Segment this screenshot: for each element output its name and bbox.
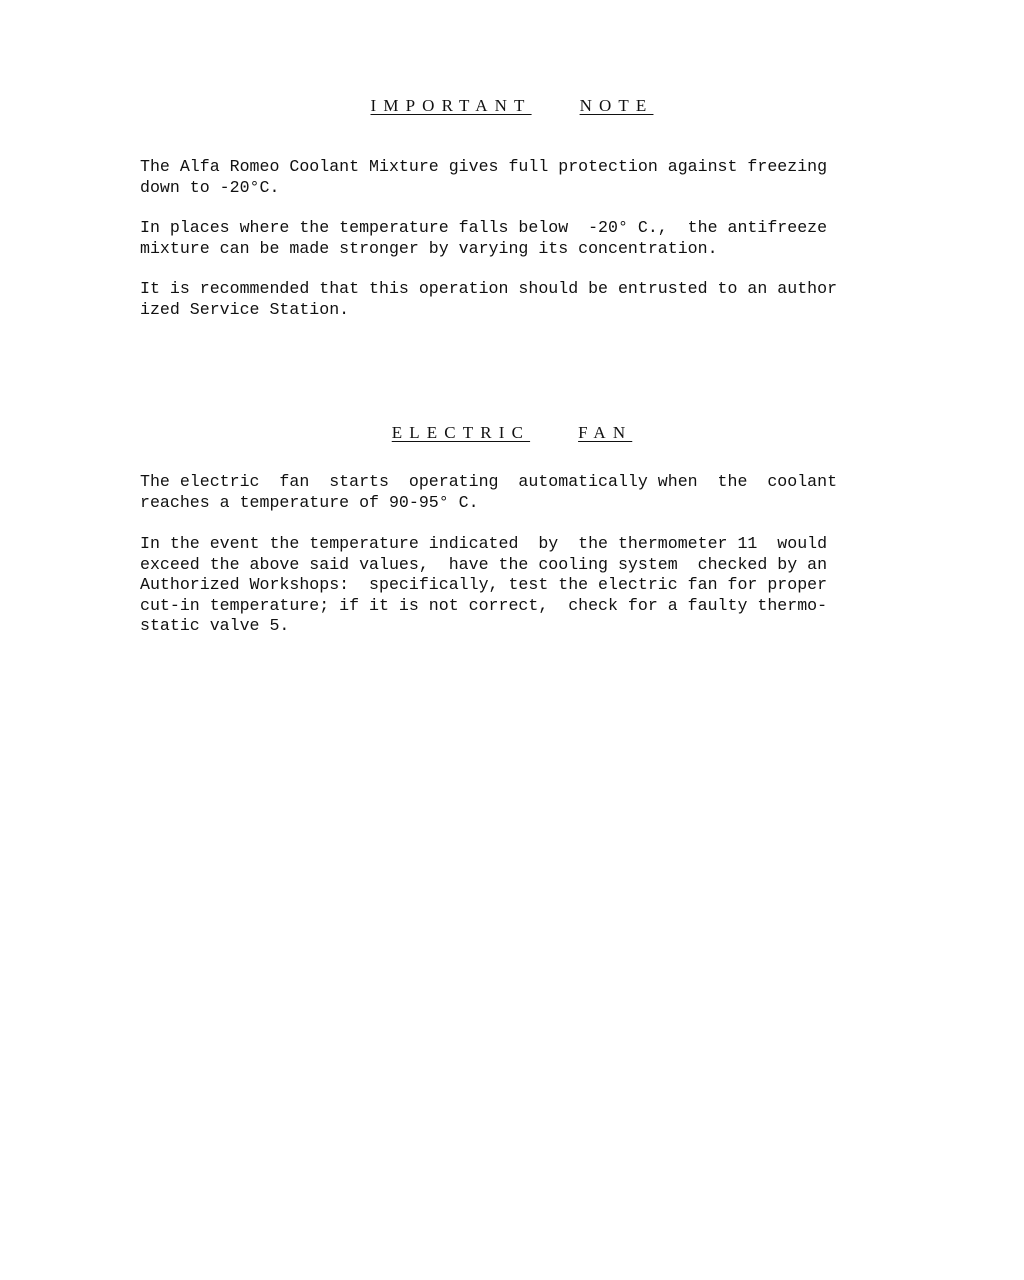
heading-word: NOTE	[579, 96, 654, 115]
text-line: It is recommended that this operation should be entrusted to an author	[140, 279, 838, 298]
text-line: cut-in temperature; if it is not correct, check for a faulty thermo-	[140, 595, 828, 615]
text-line: The electric fan starts operating automatically when the coolant	[140, 472, 838, 491]
text-line: ized Service Station.	[140, 299, 350, 319]
paragraph-stronger-mixture	[140, 218, 950, 259]
heading-word: ELECTRIC	[391, 423, 531, 442]
paragraph-fan-operation	[140, 472, 950, 513]
text-line: mixture can be made stronger by varying its concentration.	[140, 238, 718, 258]
paragraph-service-station	[140, 279, 950, 320]
text-line: down to -20°C.	[140, 177, 280, 197]
paragraph-coolant-protection	[140, 157, 950, 198]
text-line: In places where the temperature falls below -20° C., the antifreeze	[140, 218, 828, 237]
heading-word: IMPORTANT	[370, 96, 532, 115]
text-line: exceed the above said values, have the cooling system checked by an	[140, 554, 828, 574]
text-line: reaches a temperature of 90-95° C.	[140, 492, 479, 512]
text-line: static valve 5.	[140, 616, 290, 635]
electric-fan-heading	[0, 423, 1024, 443]
paragraph-thermometer-check	[140, 534, 950, 637]
important-note-heading	[0, 96, 1024, 116]
text-line: Authorized Workshops: specifically, test the electric fan for proper	[140, 575, 828, 594]
text-line: The Alfa Romeo Coolant Mixture gives full protection against freezing	[140, 157, 828, 176]
text-line: In the event the temperature indicated by the thermometer 11 would	[140, 534, 828, 553]
heading-word: FAN	[578, 423, 633, 442]
